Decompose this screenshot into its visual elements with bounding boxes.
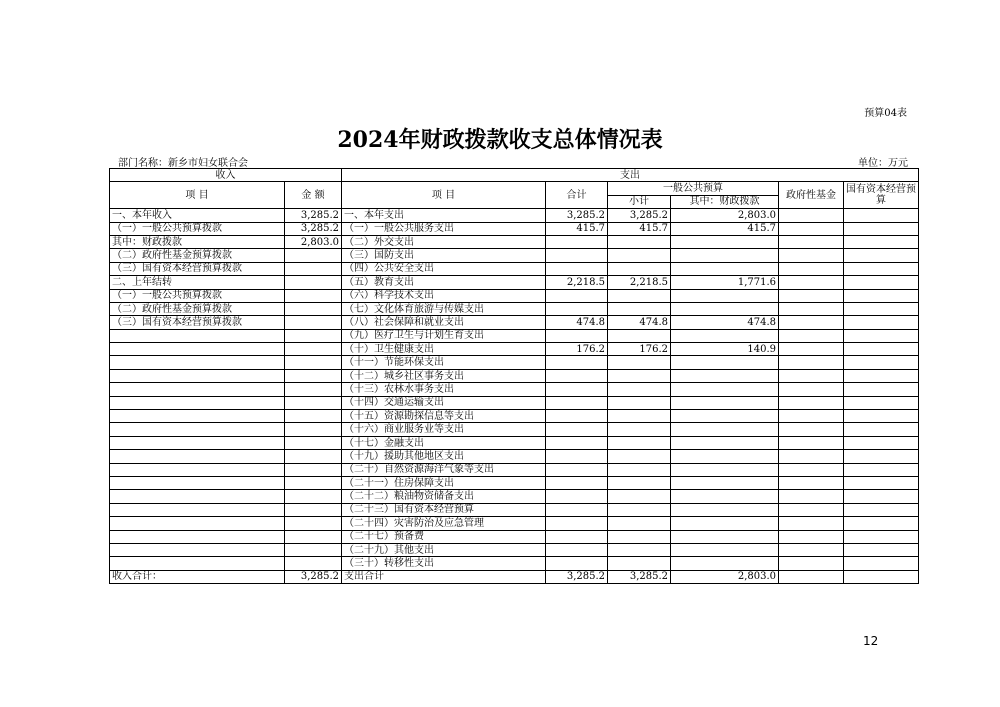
expense-item-cell: （十四）交通运输支出 <box>342 396 546 409</box>
gov-fund-cell <box>779 316 844 329</box>
table-row <box>110 476 919 489</box>
income-item-cell: （一）一般公共预算拨款 <box>110 222 285 235</box>
general-subtotal-cell <box>608 543 671 556</box>
fiscal-allocation-cell: 474.8 <box>671 316 779 329</box>
fiscal-allocation-cell <box>671 289 779 302</box>
expense-total-cell <box>546 289 608 302</box>
table-row <box>110 369 919 382</box>
expense-item-cell: （四）公共安全支出 <box>342 262 546 275</box>
general-subtotal-cell <box>608 356 671 369</box>
expense-item-cell: （二十一）住房保障支出 <box>342 476 546 489</box>
income-item-cell <box>110 490 285 503</box>
expense-total-cell <box>546 410 608 423</box>
fiscal-allocation-cell <box>671 235 779 248</box>
expense-total-cell: 176.2 <box>546 343 608 356</box>
expense-total-cell: 2,218.5 <box>546 276 608 289</box>
general-subtotal-cell <box>608 329 671 342</box>
income-amount-cell: 3,285.2 <box>285 209 342 222</box>
gov-fund-cell <box>779 289 844 302</box>
income-item-cell <box>110 329 285 342</box>
expense-total-cell: 3,285.2 <box>546 570 608 583</box>
expense-item-cell: 支出合计 <box>342 570 546 583</box>
state-capital-cell <box>844 343 919 356</box>
expense-total-cell <box>546 436 608 449</box>
gov-fund-cell <box>779 436 844 449</box>
state-capital-cell <box>844 450 919 463</box>
gov-fund-cell <box>779 530 844 543</box>
col-govfund-header: 政府性基金 <box>779 182 844 209</box>
fiscal-allocation-cell <box>671 476 779 489</box>
income-amount-cell <box>285 302 342 315</box>
income-item-cell <box>110 463 285 476</box>
expense-item-cell: （十二）城乡社区事务支出 <box>342 369 546 382</box>
budget-table <box>109 168 919 584</box>
expense-total-cell <box>546 262 608 275</box>
state-capital-cell <box>844 383 919 396</box>
state-capital-cell <box>844 543 919 556</box>
gov-fund-cell <box>779 329 844 342</box>
gov-fund-cell <box>779 543 844 556</box>
general-subtotal-cell: 2,218.5 <box>608 276 671 289</box>
gov-fund-cell <box>779 396 844 409</box>
state-capital-cell <box>844 557 919 570</box>
table-row <box>110 557 919 570</box>
gov-fund-cell <box>779 517 844 530</box>
fiscal-allocation-cell: 2,803.0 <box>671 209 779 222</box>
fiscal-allocation-cell <box>671 503 779 516</box>
table-row <box>110 423 919 436</box>
state-capital-cell <box>844 235 919 248</box>
gov-fund-cell <box>779 410 844 423</box>
gov-fund-cell <box>779 503 844 516</box>
expense-item-cell: （十五）资源勘探信息等支出 <box>342 410 546 423</box>
gov-fund-cell <box>779 570 844 583</box>
col-item-header: 项 目 <box>110 182 285 209</box>
expense-total-cell <box>546 517 608 530</box>
table-row <box>110 222 919 235</box>
col-state-header: 国有资本经营预算 <box>844 182 919 209</box>
expense-total-cell <box>546 356 608 369</box>
state-capital-cell <box>844 410 919 423</box>
gov-fund-cell <box>779 450 844 463</box>
income-item-cell: （一）一般公共预算拨款 <box>110 289 285 302</box>
state-capital-cell <box>844 276 919 289</box>
income-amount-cell <box>285 289 342 302</box>
fiscal-allocation-cell: 1,771.6 <box>671 276 779 289</box>
expense-total-cell: 3,285.2 <box>546 209 608 222</box>
fiscal-allocation-cell <box>671 329 779 342</box>
state-capital-cell <box>844 490 919 503</box>
table-row <box>110 316 919 329</box>
gov-fund-cell <box>779 356 844 369</box>
expense-item-cell: （三）国防支出 <box>342 249 546 262</box>
income-item-cell <box>110 410 285 423</box>
gov-fund-cell <box>779 222 844 235</box>
gov-fund-cell <box>779 423 844 436</box>
fiscal-allocation-cell <box>671 262 779 275</box>
expense-total-cell <box>546 249 608 262</box>
income-amount-cell <box>285 490 342 503</box>
general-subtotal-cell <box>608 396 671 409</box>
expense-item-cell: （十七）金融支出 <box>342 436 546 449</box>
state-capital-cell <box>844 517 919 530</box>
table-row <box>110 410 919 423</box>
expense-total-cell: 474.8 <box>546 316 608 329</box>
expense-total-cell <box>546 450 608 463</box>
income-item-cell: （三）国有资本经营预算拨款 <box>110 316 285 329</box>
expense-item-cell: （二十四）灾害防治及应急管理 <box>342 517 546 530</box>
table-row <box>110 517 919 530</box>
expense-item-cell: （二十七）预备费 <box>342 530 546 543</box>
header-row-2 <box>110 182 919 195</box>
total-row <box>110 570 919 583</box>
table-row <box>110 543 919 556</box>
expense-item-cell: 一、本年支出 <box>342 209 546 222</box>
fiscal-allocation-cell: 140.9 <box>671 343 779 356</box>
fiscal-allocation-cell <box>671 463 779 476</box>
general-subtotal-cell <box>608 517 671 530</box>
fiscal-allocation-cell: 415.7 <box>671 222 779 235</box>
income-item-cell <box>110 343 285 356</box>
table-row <box>110 276 919 289</box>
income-amount-cell <box>285 503 342 516</box>
expense-item-cell: （九）医疗卫生与计划生育支出 <box>342 329 546 342</box>
table-row <box>110 209 919 222</box>
table-row <box>110 396 919 409</box>
table-row <box>110 436 919 449</box>
income-item-cell: 收入合计： <box>110 570 285 583</box>
expense-total-cell <box>546 302 608 315</box>
income-amount-cell: 3,285.2 <box>285 222 342 235</box>
table-row <box>110 490 919 503</box>
expense-total-cell <box>546 423 608 436</box>
table-row <box>110 262 919 275</box>
table-row <box>110 343 919 356</box>
gov-fund-cell <box>779 343 844 356</box>
fiscal-allocation-cell <box>671 369 779 382</box>
general-subtotal-cell <box>608 476 671 489</box>
state-capital-cell <box>844 369 919 382</box>
fiscal-allocation-cell <box>671 530 779 543</box>
expense-item-cell: （六）科学技术支出 <box>342 289 546 302</box>
general-subtotal-cell <box>608 235 671 248</box>
general-subtotal-cell <box>608 436 671 449</box>
expense-item-cell: （十三）农林水事务支出 <box>342 383 546 396</box>
state-capital-cell <box>844 503 919 516</box>
income-amount-cell <box>285 329 342 342</box>
general-subtotal-cell: 474.8 <box>608 316 671 329</box>
income-amount-cell <box>285 476 342 489</box>
col-amount-header: 金 额 <box>285 182 342 209</box>
income-item-cell: （三）国有资本经营预算拨款 <box>110 262 285 275</box>
col-subtotal-header: 小计 <box>608 195 671 208</box>
general-subtotal-cell <box>608 557 671 570</box>
income-item-cell <box>110 396 285 409</box>
income-item-cell: 一、本年收入 <box>110 209 285 222</box>
expense-total-cell <box>546 383 608 396</box>
gov-fund-cell <box>779 209 844 222</box>
expense-total-cell: 415.7 <box>546 222 608 235</box>
general-subtotal-cell <box>608 423 671 436</box>
expense-total-cell <box>546 235 608 248</box>
gov-fund-cell <box>779 276 844 289</box>
gov-fund-cell <box>779 383 844 396</box>
state-capital-cell <box>844 570 919 583</box>
table-number: 预算04表 <box>864 108 907 119</box>
fiscal-allocation-cell <box>671 410 779 423</box>
state-capital-cell <box>844 396 919 409</box>
fiscal-allocation-cell <box>671 356 779 369</box>
gov-fund-cell <box>779 262 844 275</box>
income-item-cell <box>110 517 285 530</box>
fiscal-allocation-cell <box>671 302 779 315</box>
state-capital-cell <box>844 302 919 315</box>
income-item-cell: （二）政府性基金预算拨款 <box>110 302 285 315</box>
gov-fund-cell <box>779 302 844 315</box>
income-item-cell <box>110 450 285 463</box>
state-capital-cell <box>844 436 919 449</box>
col-item2-header: 项 目 <box>342 182 546 209</box>
income-amount-cell: 3,285.2 <box>285 570 342 583</box>
general-subtotal-cell <box>608 302 671 315</box>
income-item-cell <box>110 369 285 382</box>
income-amount-cell: 2,803.0 <box>285 235 342 248</box>
expense-total-cell <box>546 463 608 476</box>
state-capital-cell <box>844 463 919 476</box>
general-subtotal-cell <box>608 490 671 503</box>
income-amount-cell <box>285 543 342 556</box>
general-subtotal-cell <box>608 289 671 302</box>
fiscal-allocation-cell <box>671 557 779 570</box>
general-subtotal-cell <box>608 503 671 516</box>
expense-item-cell: （七）文化体育旅游与传媒支出 <box>342 302 546 315</box>
expense-item-cell: （十）卫生健康支出 <box>342 343 546 356</box>
state-capital-cell <box>844 262 919 275</box>
table-row <box>110 383 919 396</box>
expense-header: 支出 <box>342 169 919 182</box>
general-subtotal-cell: 3,285.2 <box>608 209 671 222</box>
income-amount-cell <box>285 517 342 530</box>
gov-fund-cell <box>779 463 844 476</box>
unit-label: 单位：万元 <box>858 158 908 169</box>
expense-item-cell: （一）一般公共服务支出 <box>342 222 546 235</box>
expense-item-cell: （五）教育支出 <box>342 276 546 289</box>
col-total-header: 合计 <box>546 182 608 209</box>
expense-item-cell: （十一）节能环保支出 <box>342 356 546 369</box>
income-amount-cell <box>285 423 342 436</box>
general-subtotal-cell <box>608 530 671 543</box>
expense-total-cell <box>546 557 608 570</box>
fiscal-allocation-cell <box>671 396 779 409</box>
income-amount-cell <box>285 557 342 570</box>
state-capital-cell <box>844 476 919 489</box>
expense-item-cell: （二十二）粮油物资储备支出 <box>342 490 546 503</box>
table-row <box>110 289 919 302</box>
table-row <box>110 530 919 543</box>
expense-item-cell: （三十）转移性支出 <box>342 557 546 570</box>
fiscal-allocation-cell: 2,803.0 <box>671 570 779 583</box>
income-item-cell <box>110 356 285 369</box>
expense-item-cell: （十六）商业服务业等支出 <box>342 423 546 436</box>
income-amount-cell <box>285 410 342 423</box>
income-item-cell <box>110 530 285 543</box>
income-amount-cell <box>285 450 342 463</box>
table-row <box>110 463 919 476</box>
income-amount-cell <box>285 316 342 329</box>
expense-total-cell <box>546 530 608 543</box>
fiscal-allocation-cell <box>671 383 779 396</box>
income-amount-cell <box>285 530 342 543</box>
state-capital-cell <box>844 289 919 302</box>
income-item-cell: 其中：财政拨款 <box>110 235 285 248</box>
fiscal-allocation-cell <box>671 423 779 436</box>
fiscal-allocation-cell <box>671 543 779 556</box>
col-fiscal-header: 其中：财政拨款 <box>671 195 779 208</box>
col-general-header: 一般公共预算 <box>608 182 779 195</box>
general-subtotal-cell <box>608 463 671 476</box>
table-row <box>110 249 919 262</box>
general-subtotal-cell <box>608 249 671 262</box>
income-item-cell <box>110 557 285 570</box>
gov-fund-cell <box>779 490 844 503</box>
state-capital-cell <box>844 249 919 262</box>
income-amount-cell <box>285 249 342 262</box>
state-capital-cell <box>844 423 919 436</box>
gov-fund-cell <box>779 235 844 248</box>
income-amount-cell <box>285 276 342 289</box>
table-row <box>110 450 919 463</box>
expense-total-cell <box>546 476 608 489</box>
income-item-cell: （二）政府性基金预算拨款 <box>110 249 285 262</box>
fiscal-allocation-cell <box>671 249 779 262</box>
general-subtotal-cell <box>608 410 671 423</box>
income-item-cell: 二、上年结转 <box>110 276 285 289</box>
expense-total-cell <box>546 543 608 556</box>
expense-item-cell: （二十三）国有资本经营预算 <box>342 503 546 516</box>
expense-item-cell: （十九）援助其他地区支出 <box>342 450 546 463</box>
income-item-cell <box>110 476 285 489</box>
state-capital-cell <box>844 209 919 222</box>
table-row <box>110 356 919 369</box>
expense-total-cell <box>546 369 608 382</box>
fiscal-allocation-cell <box>671 517 779 530</box>
expense-total-cell <box>546 490 608 503</box>
general-subtotal-cell: 415.7 <box>608 222 671 235</box>
state-capital-cell <box>844 329 919 342</box>
page-number: 12 <box>863 634 879 648</box>
state-capital-cell <box>844 356 919 369</box>
gov-fund-cell <box>779 476 844 489</box>
state-capital-cell <box>844 530 919 543</box>
table-row <box>110 329 919 342</box>
expense-item-cell: （八）社会保障和就业支出 <box>342 316 546 329</box>
fiscal-allocation-cell <box>671 490 779 503</box>
income-amount-cell <box>285 262 342 275</box>
income-item-cell <box>110 543 285 556</box>
income-item-cell <box>110 383 285 396</box>
income-amount-cell <box>285 356 342 369</box>
expense-total-cell <box>546 503 608 516</box>
income-amount-cell <box>285 383 342 396</box>
income-amount-cell <box>285 396 342 409</box>
expense-total-cell <box>546 329 608 342</box>
income-item-cell <box>110 423 285 436</box>
general-subtotal-cell: 3,285.2 <box>608 570 671 583</box>
table-row <box>110 302 919 315</box>
income-amount-cell <box>285 343 342 356</box>
income-amount-cell <box>285 436 342 449</box>
fiscal-allocation-cell <box>671 436 779 449</box>
general-subtotal-cell <box>608 383 671 396</box>
general-subtotal-cell <box>608 450 671 463</box>
expense-item-cell: （二十九）其他支出 <box>342 543 546 556</box>
page-title: 2024年财政拨款收支总体情况表 <box>337 127 663 153</box>
income-item-cell <box>110 436 285 449</box>
table-row <box>110 503 919 516</box>
income-item-cell <box>110 503 285 516</box>
general-subtotal-cell <box>608 369 671 382</box>
expense-total-cell <box>546 396 608 409</box>
header-row-1 <box>110 169 919 182</box>
general-subtotal-cell <box>608 262 671 275</box>
state-capital-cell <box>844 222 919 235</box>
gov-fund-cell <box>779 369 844 382</box>
income-amount-cell <box>285 463 342 476</box>
gov-fund-cell <box>779 249 844 262</box>
department-name: 部门名称：新乡市妇女联合会 <box>118 158 248 169</box>
general-subtotal-cell: 176.2 <box>608 343 671 356</box>
state-capital-cell <box>844 316 919 329</box>
income-header: 收入 <box>110 169 342 182</box>
income-amount-cell <box>285 369 342 382</box>
expense-item-cell: （二十）自然资源海洋气象等支出 <box>342 463 546 476</box>
expense-item-cell: （二）外交支出 <box>342 235 546 248</box>
fiscal-allocation-cell <box>671 450 779 463</box>
gov-fund-cell <box>779 557 844 570</box>
table-row <box>110 235 919 248</box>
